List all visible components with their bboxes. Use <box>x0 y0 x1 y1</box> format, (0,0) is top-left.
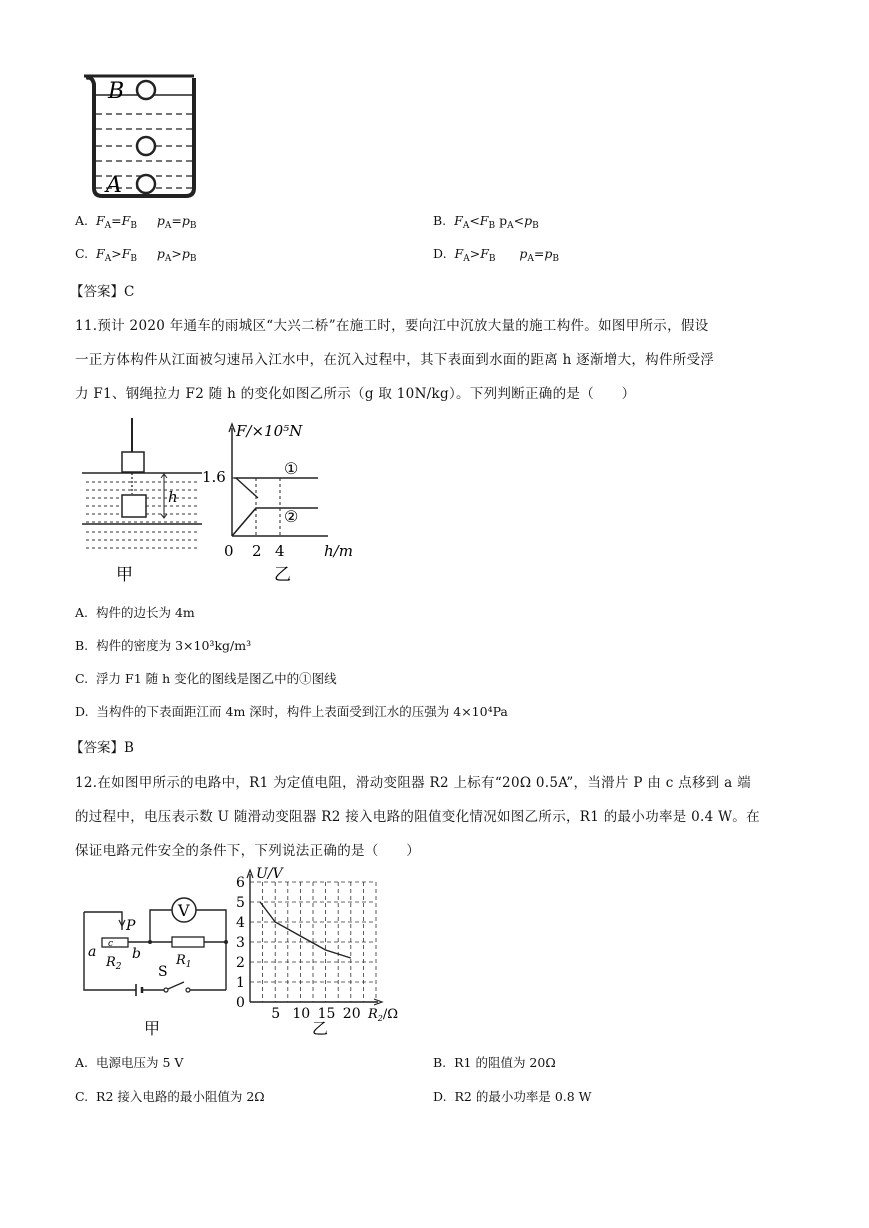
curve-2 <box>232 508 318 536</box>
q11-figure-yi <box>198 418 378 588</box>
r1-label: $R_1$ <box>176 953 192 970</box>
q11-option-b: B. 构件的密度为 3×10³kg/m³ <box>75 638 252 653</box>
q10-option-c: C. $F_A>F_B$ $p_A>p_B$ <box>75 246 197 264</box>
q11-figure-jia <box>82 418 202 588</box>
q11-option-d: D. 当构件的下表面距江而 4m 深时，构件上表面受到江水的压强为 4×10⁴Pa <box>75 704 508 719</box>
y-tick-label: 4 <box>236 915 245 931</box>
beaker-figure <box>82 70 202 200</box>
a-label: a <box>88 944 97 960</box>
q12-stem-line-1: 12.在如图甲所示的电路中，R1 为定值电阻，滑动变阻器 R2 上标有“20Ω 0.5A”，当滑片 P 由 c 点移到 a 端 <box>75 775 751 791</box>
q11-stem-line-3: 力 F1、钢绳拉力 F2 随 h 的变化如图乙所示（g 取 10N/kg）。下列判断正确的是（ ） <box>75 386 636 402</box>
x-tick-2: 2 <box>252 542 262 560</box>
label-yi: 乙 <box>312 1019 329 1038</box>
label-yi: 乙 <box>274 565 291 585</box>
x-tick-4: 4 <box>275 542 285 560</box>
x-tick-label: 10 <box>292 1006 311 1022</box>
ball-a <box>137 175 155 193</box>
q10-option-b: B. $F_A<F_B$ $p_A<p_B$ <box>433 213 539 231</box>
q12-stem-line-3: 保证电路元件安全的条件下，下列说法正确的是（ ） <box>75 843 420 859</box>
q12-stem-line-2: 的过程中，电压表示数 U 随滑动变阻器 R2 接入电路的阻值变化情况如图乙所示，R1 的最小功率是 0.4 W。在 <box>75 809 760 825</box>
curve-2-label: ② <box>284 507 299 526</box>
label-b: B <box>108 79 125 104</box>
x-axis-label: h/m <box>324 542 353 560</box>
q12-graph-yi <box>228 862 413 1040</box>
ball-middle <box>137 137 155 155</box>
q12-option-d: D. R2 的最小功率是 0.8 W <box>433 1089 592 1104</box>
y-ticks <box>236 875 245 1011</box>
label-jia: 甲 <box>144 1019 161 1038</box>
grid <box>250 882 376 1002</box>
curve-1-label: ① <box>284 459 299 478</box>
q10-option-a: A. $F_A=F_B$ $p_A=p_B$ <box>75 213 197 231</box>
y-tick-label: 2 <box>236 955 245 971</box>
q11-option-a: A. 构件的边长为 4m <box>75 605 195 620</box>
q10-answer: 【答案】C <box>70 284 135 300</box>
y-axis-label: U/V <box>256 866 283 882</box>
y-tick-label: 0 <box>236 995 245 1011</box>
q10-option-d: D. $F_A>F_B$ $p_A=p_B$ <box>433 246 559 264</box>
x-tick-0: 0 <box>224 542 234 560</box>
label-a: A <box>106 173 122 198</box>
h-label: h <box>168 488 178 506</box>
q12-option-a: A. 电源电压为 5 V <box>75 1055 184 1070</box>
r2-label: $R_2$ <box>106 955 122 972</box>
voltmeter-label: V <box>178 901 190 920</box>
q11-option-c: C. 浮力 F1 随 h 变化的图线是图乙中的①图线 <box>75 671 337 686</box>
y-tick-label: 6 <box>236 875 245 891</box>
q12-option-b: B. R1 的阻值为 20Ω <box>433 1055 556 1070</box>
u-r2-curve <box>260 902 351 958</box>
label-jia: 甲 <box>116 565 133 585</box>
c-label: c <box>108 939 114 949</box>
y-tick-label: 1 <box>236 975 245 991</box>
y-tick-label: 5 <box>236 895 245 911</box>
q11-answer: 【答案】B <box>70 740 134 756</box>
q11-stem-line-1: 11.预计 2020 年通车的雨城区“大兴二桥”在施工时，要向江中沉放大量的施工构件。如图甲所示，假设 <box>75 318 709 334</box>
y-tick-label: 3 <box>236 935 245 951</box>
b-label: b <box>132 946 141 962</box>
q11-stem-line-2: 一正方体构件从江面被匀速吊入江水中，在沉入过程中，其下表面到水面的距离 h 逐渐增大，构件所受浮 <box>75 352 715 368</box>
q12-circuit-jia <box>80 890 250 1040</box>
p-label: P <box>126 918 136 934</box>
x-tick-label: 20 <box>342 1006 361 1022</box>
q12-option-c: C. R2 接入电路的最小阻值为 2Ω <box>75 1089 265 1104</box>
y-axis-label: F/×10⁵N <box>236 422 303 440</box>
y-tick-1-6: 1.6 <box>202 468 226 486</box>
x-tick-label: 5 <box>271 1006 281 1022</box>
x-tick-label: 15 <box>317 1006 336 1022</box>
switch-label: S <box>158 964 168 980</box>
ball-b <box>137 81 155 99</box>
x-axis-label: $R_2/\Omega$ <box>368 1007 399 1023</box>
